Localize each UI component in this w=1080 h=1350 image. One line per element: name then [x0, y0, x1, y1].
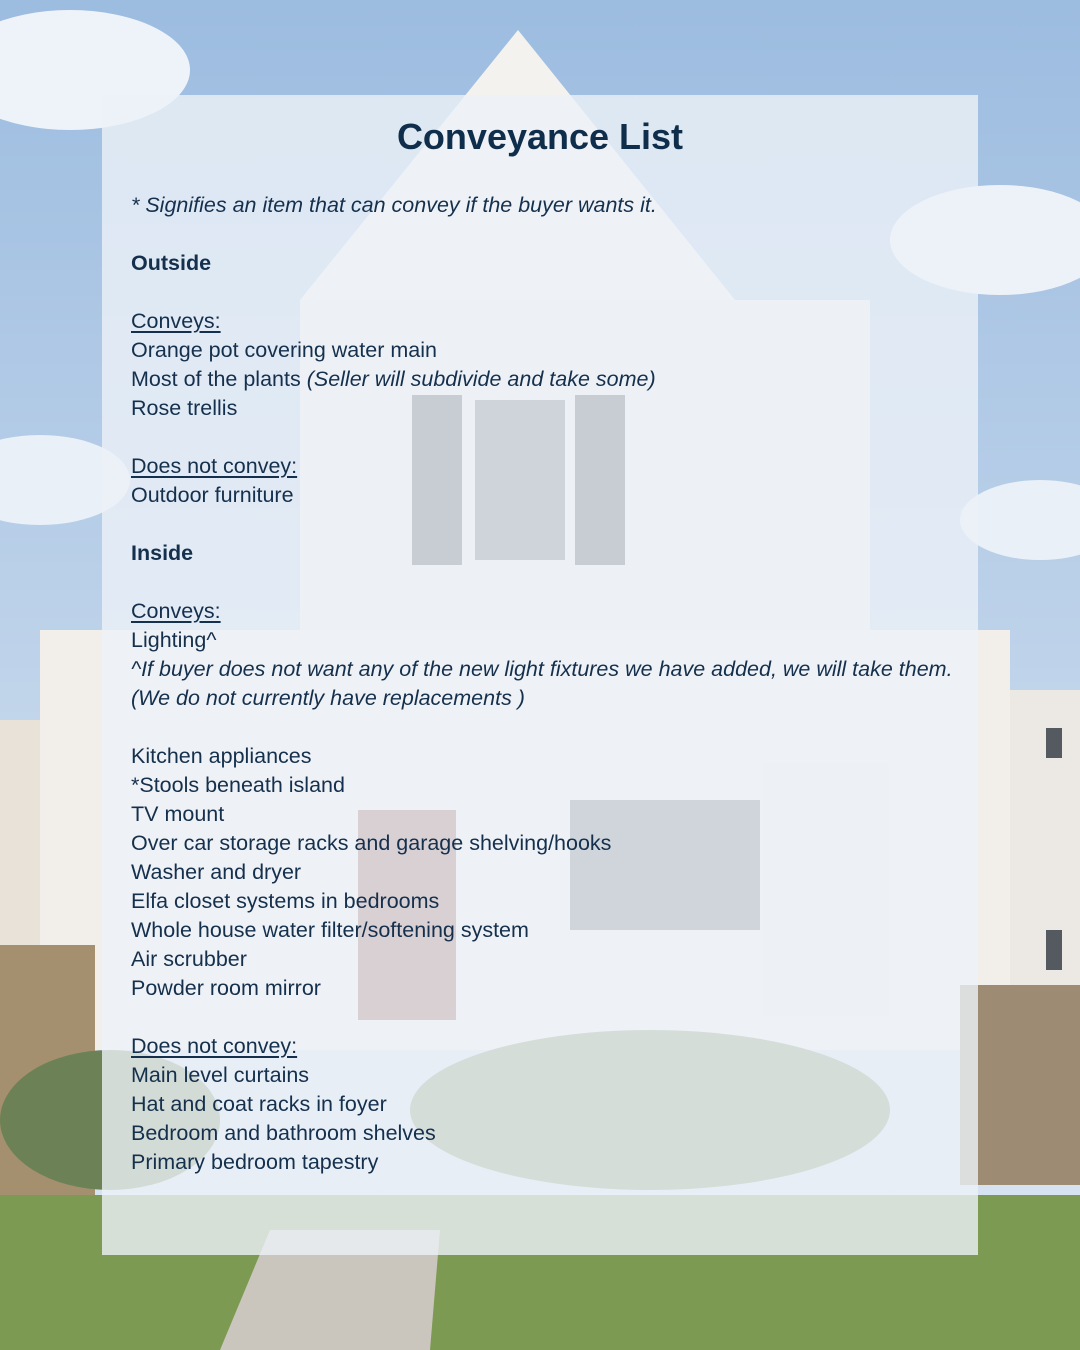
- lighting-note: ^If buyer does not want any of the new light fixtures we have added, we will take them. (We do not currently have replacements ): [131, 657, 953, 710]
- list-item: TV mount: [131, 802, 225, 826]
- outside-heading: Outside: [131, 251, 212, 275]
- list-item: Over car storage racks and garage shelving/hooks: [131, 831, 612, 855]
- outside-conveys-label: Conveys:: [131, 309, 221, 333]
- list-item: Main level curtains: [131, 1063, 310, 1087]
- plants-note: (Seller will subdivide and take some): [306, 367, 656, 391]
- list-item: Elfa closet systems in bedrooms: [131, 889, 440, 913]
- list-item: Powder room mirror: [131, 976, 321, 1000]
- list-item: Rose trellis: [131, 396, 238, 420]
- outside-not-convey-label: Does not convey:: [131, 454, 298, 478]
- page-title: Conveyance List: [396, 116, 684, 157]
- note-text: * Signifies an item that can convey if the buyer wants it.: [131, 193, 657, 217]
- list-item-text: Most of the plants: [131, 367, 301, 391]
- content: [131, 191, 961, 1177]
- list-item: Outdoor furniture: [131, 483, 294, 507]
- list-item: Air scrubber: [131, 947, 247, 971]
- list-item: Primary bedroom tapestry: [131, 1150, 379, 1174]
- inside-not-convey-label: Does not convey:: [131, 1034, 298, 1058]
- conveyance-list-panel: [102, 95, 978, 1255]
- list-item: *Stools beneath island: [131, 773, 345, 797]
- list-item: Hat and coat racks in foyer: [131, 1092, 387, 1116]
- list-item: Bedroom and bathroom shelves: [131, 1121, 436, 1145]
- list-item: Lighting^: [131, 628, 217, 652]
- list-item: [131, 365, 961, 394]
- list-item: Kitchen appliances: [131, 744, 312, 768]
- list-item: Whole house water filter/softening system: [131, 918, 529, 942]
- list-item: Orange pot covering water main: [131, 338, 437, 362]
- list-item: Washer and dryer: [131, 860, 302, 884]
- inside-heading: Inside: [131, 541, 194, 565]
- inside-conveys-label: Conveys:: [131, 599, 221, 623]
